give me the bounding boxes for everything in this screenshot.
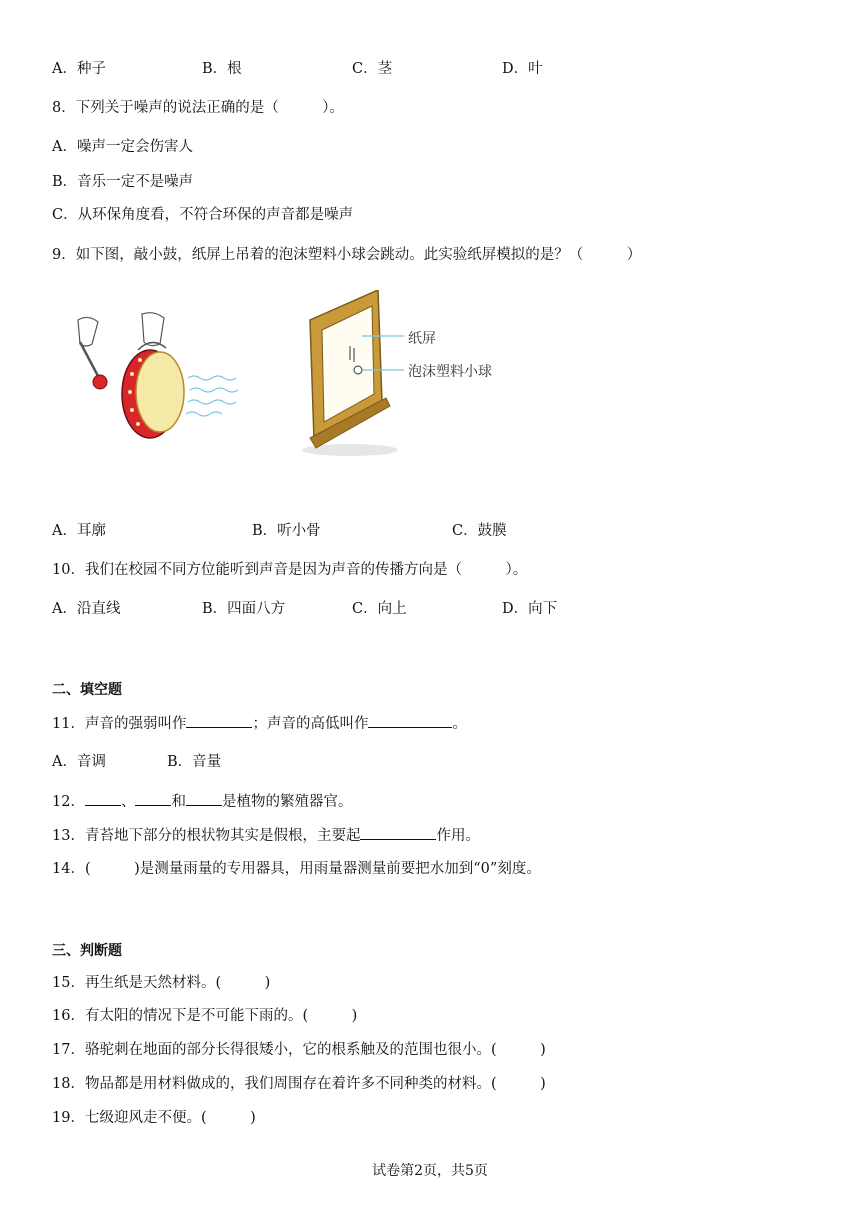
q10-option-b[interactable]: B．四面八方 xyxy=(202,601,286,617)
q7-option-a[interactable]: A．种子 xyxy=(52,61,106,77)
drum-figure xyxy=(60,312,250,442)
right-hand xyxy=(142,313,164,346)
q11-text-3: 。 xyxy=(452,716,467,732)
q7-option-d[interactable]: D．叶 xyxy=(502,61,543,77)
q9-option-b[interactable]: B．听小骨 xyxy=(252,523,321,539)
q9-option-c[interactable]: C．鼓膜 xyxy=(452,523,507,539)
drum-stick xyxy=(80,342,98,376)
q11-text-2: ；声音的高低叫作 xyxy=(252,716,369,732)
q12-blank-3[interactable] xyxy=(186,791,222,806)
q8-option-a[interactable]: A．噪声一定会伤害人 xyxy=(52,139,193,155)
q7-option-c[interactable]: C．茎 xyxy=(352,61,393,77)
foam-ball xyxy=(354,366,362,374)
section-judge-title: 三、判断题 xyxy=(52,943,122,959)
section-fill-in-title: 二、填空题 xyxy=(52,682,122,698)
q10-option-a[interactable]: A．沿直线 xyxy=(52,601,121,617)
label-paper-screen: 纸屏 xyxy=(408,331,436,347)
q11-stem xyxy=(52,713,467,734)
q19-stem: 19．七级迎风走不便。( ) xyxy=(52,1110,256,1126)
page-footer: 试卷第2页，共5页 xyxy=(372,1163,488,1179)
q10-stem: 10．我们在校园不同方位能听到声音是因为声音的传播方向是（ ）。 xyxy=(52,562,528,578)
drum-skin xyxy=(136,352,184,432)
q9-option-a[interactable]: A．耳廓 xyxy=(52,523,106,539)
q12-blank-2[interactable] xyxy=(135,791,171,806)
q15-stem: 15．再生纸是天然材料。( ) xyxy=(52,975,271,991)
q10-option-d[interactable]: D．向下 xyxy=(502,601,558,617)
q7-option-b[interactable]: B．根 xyxy=(202,61,242,77)
q13-blank[interactable] xyxy=(360,825,436,840)
q13-stem xyxy=(52,825,480,846)
q11-option-b[interactable]: B．音量 xyxy=(167,754,222,770)
q8-option-c[interactable]: C．从环保角度看，不符合环保的声音都是噪声 xyxy=(52,207,354,223)
q14-stem: 14．( )是测量雨量的专用器具，用雨量器测量前要把水加到“0”刻度。 xyxy=(52,861,541,877)
q12-text-tail: 是植物的繁殖器官。 xyxy=(221,794,353,810)
q9-stem: 9．如下图，敲小鼓，纸屏上吊着的泡沫塑料小球会跳动。此实验纸屏模拟的是？（ ） xyxy=(52,247,642,263)
label-foam-ball: 泡沫塑料小球 xyxy=(408,364,492,380)
q11-option-a[interactable]: A．音调 xyxy=(52,754,106,770)
q8-option-b[interactable]: B．音乐一定不是噪声 xyxy=(52,174,194,190)
q16-stem: 16．有太阳的情况下是不可能下雨的。( ) xyxy=(52,1008,358,1024)
q13-text-1: 13．青苔地下部分的根状物其实是假根，主要起 xyxy=(52,828,361,844)
q11-text-1: 11．声音的强弱叫作 xyxy=(52,716,187,732)
q13-text-2: 作用。 xyxy=(436,828,480,844)
stick-head xyxy=(93,375,107,389)
q11-blank-2[interactable] xyxy=(368,713,452,728)
q12-stem xyxy=(52,791,352,812)
q12-blank-1[interactable] xyxy=(85,791,121,806)
q8-stem: 8．下列关于噪声的说法正确的是（ ）。 xyxy=(52,100,344,116)
q18-stem: 18．物品都是用材料做成的，我们周围存在着许多不同种类的材料。( ) xyxy=(52,1076,546,1092)
sound-waves xyxy=(186,376,238,416)
q17-stem: 17．骆驼刺在地面的部分长得很矮小，它的根系触及的范围也很小。( ) xyxy=(52,1042,546,1058)
q10-option-c[interactable]: C．向上 xyxy=(352,601,407,617)
q11-blank-1[interactable] xyxy=(186,713,252,728)
q12-sep-1: 、 xyxy=(120,794,136,810)
q12-number: 12． xyxy=(52,794,85,810)
q12-sep-2: 和 xyxy=(171,794,186,810)
